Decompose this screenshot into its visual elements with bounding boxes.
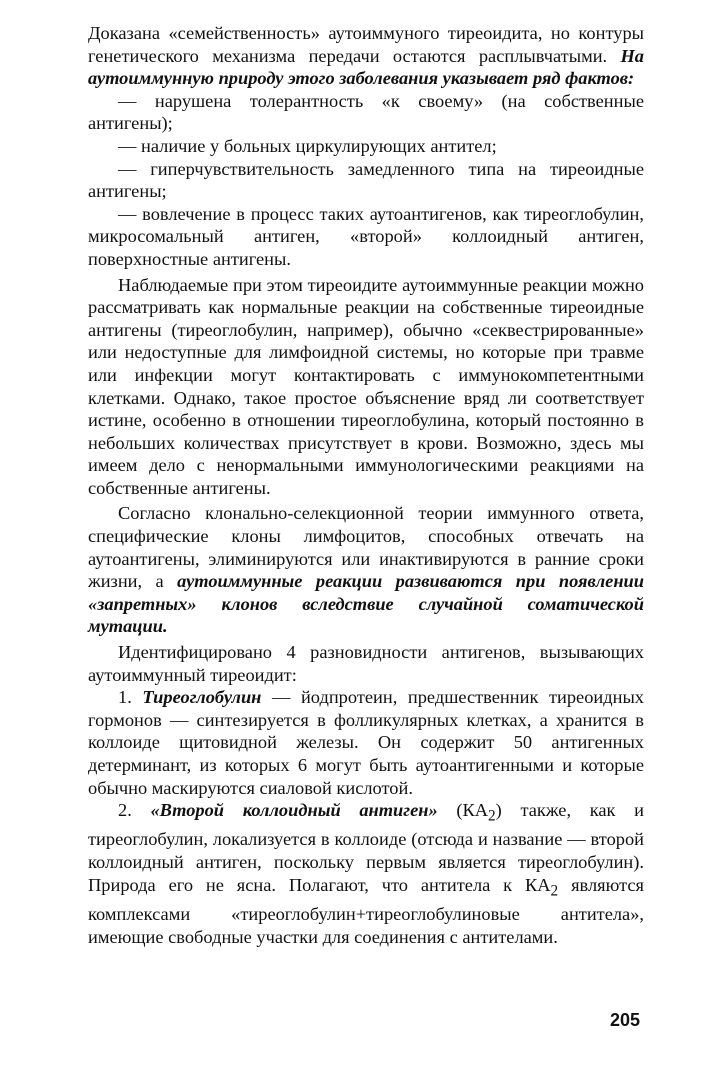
text-run: ) также, как и тиреоглобулин, локализуется в коллоиде (отсюда и название — второй коллоидный антиген, поскольку первым является тиреоглобулин). Природа его не ясна. Полагают, что антитела к КА [88, 800, 644, 895]
emphasis-text: На аутоиммунную природу этого заболевания указывает ряд фактов: [88, 45, 644, 89]
page-number: 205 [609, 1010, 640, 1030]
paragraph [88, 502, 644, 638]
text-run: Доказана «семейственность» аутоиммуного тиреоидита, но контуры генетического механизма передачи остаются расплывчатыми. [88, 23, 644, 66]
text-run: — вовлечение в процесс таких аутоантигенов, как тиреоглобулин, микросомальный антиген, «второй» коллоидный антиген, поверхностные антигены. [88, 203, 644, 269]
body-text [88, 22, 644, 948]
emphasis-text: «Второй коллоидный антиген» [150, 800, 438, 821]
paragraph [88, 274, 644, 500]
text-run: 1. [118, 687, 143, 708]
text-run: — гиперчувствительность замедленного типа на тиреоидные антигены; [88, 158, 644, 202]
text-run: 2. [118, 800, 151, 821]
paragraph [88, 135, 644, 158]
emphasis-text: аутоиммунные реакции развиваются при появлении «запретных» клонов вследствие случайной соматической мутации. [88, 571, 645, 637]
text-run: являются комплексами «тиреоглобулин+тиреоглобулиновые антитела», имеющие свободные участки для соединения с антителами. [88, 874, 644, 947]
subscript: 2 [488, 807, 496, 825]
paragraph [88, 641, 644, 686]
paragraph [88, 158, 644, 203]
text-run: Согласно клонально-селекционной теории иммунного ответа, специфические клоны лимфоцитов, способных отвечать на аутоантигены, элиминируются или инактивируются в ранние сроки жизни, а [88, 503, 644, 592]
subscript: 2 [550, 882, 559, 900]
paragraph [88, 22, 644, 90]
text-run: (КА [437, 800, 488, 821]
text-run: Наблюдаемые при этом тиреоидите аутоиммунные реакции можно рассматривать как нормальные реакции на собственные тиреоидные антигены (тиреоглобулин, например), обычно «секвестрированные» или недоступные для лимфоидной системы, но которые при травме или инфекции могут контактировать с иммунокомпетентными клетками. Однако, такое простое объяснение вряд ли соответствует истине, особенно в отношении тиреоглобулина, который постоянно в небольших количествах присутствует в крови. Возможно, здесь мы имеем дело с ненормальными иммунологическими реакциями на собственные антигены. [88, 274, 644, 498]
paragraph [88, 799, 644, 948]
paragraph [88, 686, 644, 799]
text-run: — йодпротеин, предшественник тиреоидных гормонов — синтезируется в фолликулярных клетках, а хранится в коллоиде щитовидной железы. Он содержит 50 антигенных детерминант, из которых 6 могут быть аутоантигенными и которые обычно маскируются сиаловой кислотой. [88, 687, 645, 798]
emphasis-text: Тиреоглобулин [142, 687, 262, 708]
paragraph [88, 203, 644, 271]
paragraph [88, 90, 644, 135]
text-run: Идентифицировано 4 разновидности антигенов, вызывающих аутоиммунный тиреоидит: [88, 642, 644, 685]
text-run: — нарушена толерантность «к своему» (на собственные антигены); [88, 90, 644, 134]
text-run: — наличие у больных циркулирующих антител; [118, 135, 497, 156]
